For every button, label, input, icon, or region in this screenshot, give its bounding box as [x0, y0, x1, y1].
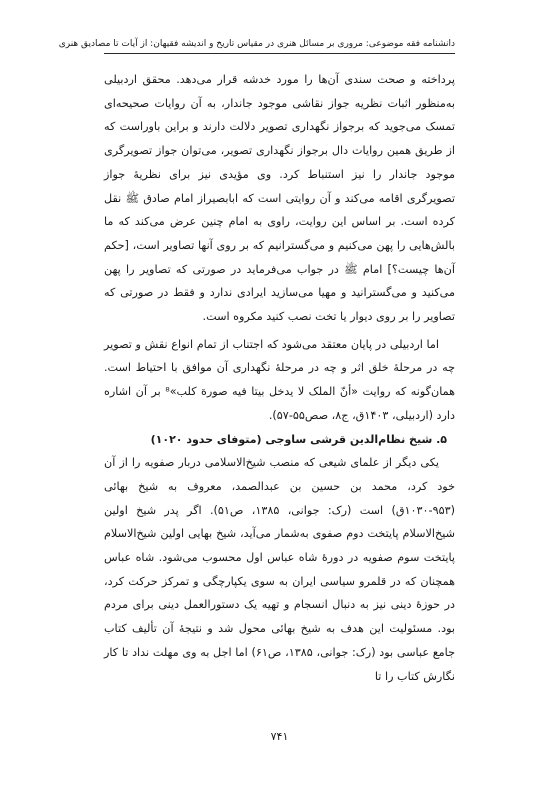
paragraph: اما اردبیلی در پایان معتقد می‌شود که اجتناب از تمام انواع نقش و تصویر چه در مرحلۀ خلق اثر و چه در مرحلۀ نگهداری آن موافق با احتیاط است. همان‌گونه که روایت «أنّ الملک لا یدخل بیتا فیه صورة کلب»⁸ بر آن اشاره دارد (اردبیلی، ۱۴۰۳ق، ج۸، صص۵۵-۵۷). — [104, 337, 455, 422]
header-title: دانشنامه فقه موضوعی: مروری بر مسائل هنری در مقیاس تاریخ و اندیشه فقیهان: از آیات تا مصادیق هنری — [58, 39, 455, 49]
body-text — [104, 68, 455, 688]
page-number: ۷۴۱ — [270, 730, 289, 743]
paragraph: پرداخته و صحت سندی آن‌ها را مورد خدشه قرار می‌دهد. محقق اردبیلی به‌منظور اثبات نظریه جواز نقاشی موجود جاندار، به آن روایات صحیحه‌ای تمسک می‌جوید که برجواز نگهداری تصویر دلالت دارند و براین باوراست که از طریق همین روایات دال برجواز نگهداری تصویر، می‌توان جواز تصویرگری موجود جاندار را نیز استنباط کرد. وی مؤیدی نیز برای نظریۀ جواز تصویرگری اقامه می‌کند و آن روایتی است که ابابصیراز امام صادق ﷺ نقل کرده است. بر اساس این روایت، راوی به امام چنین عرض می‌کند که ما بالش‌هایی را پهن می‌کنیم و می‌گستر‌انیم که بر روی آنها تصاویر است، [حکم آن‌ها چیست؟] امام ﷺ در جواب می‌فرماید در صورتی که تصاویر را پهن می‌کنید و می‌گسترانید و مهیا می‌سازید ایرادی ندارد و فقط در صورتی که تصاویر را بر روی دیوار یا تخت نصب کنید مکروه است. — [104, 73, 455, 324]
running-header — [58, 35, 455, 54]
paragraph: یکی دیگر از علمای شیعی که منصب شیخ‌الاسلامی دربار صفویه را از آن خود کرد، محمد بن حسین بن عبدالصمد، معروف به شیخ بهائی (۹۵۳-۱۰۳۰ق) است (رک: جوانی، ۱۳۸۵، ص۵۱). اگر پدر شیخ اولین شیخ‌الاسلام پایتخت دوم صفوی به‌شمار می‌آید، شیخ بهایی اولین شیخ‌الاسلام پایتخت سوم صفویه در دورۀ شاه عباس اول محسوب می‌شود. شاه عباس همچنان که در قلمرو سیاسی ایران به سوی یکپارچگی و تمرکز حرکت کرد، در حوزۀ دینی نیز به دنبال انسجام و تهیه یک دستورالعمل دینی برای مردم بود. مسئولیت این هدف به شیخ بهائی محول شد و نتیجۀ آن تألیف کتاب جامع عباسی بود (رک: جوانی، ۱۳۸۵، ص۶۱) اما اجل به وی مهلت نداد تا کار نگارش کتاب را تا — [104, 456, 455, 683]
section-heading: ۵. شیخ نظام‌الدین قرشی ساوجی (متوفای حدود ۱۰۲۰) — [150, 432, 447, 446]
